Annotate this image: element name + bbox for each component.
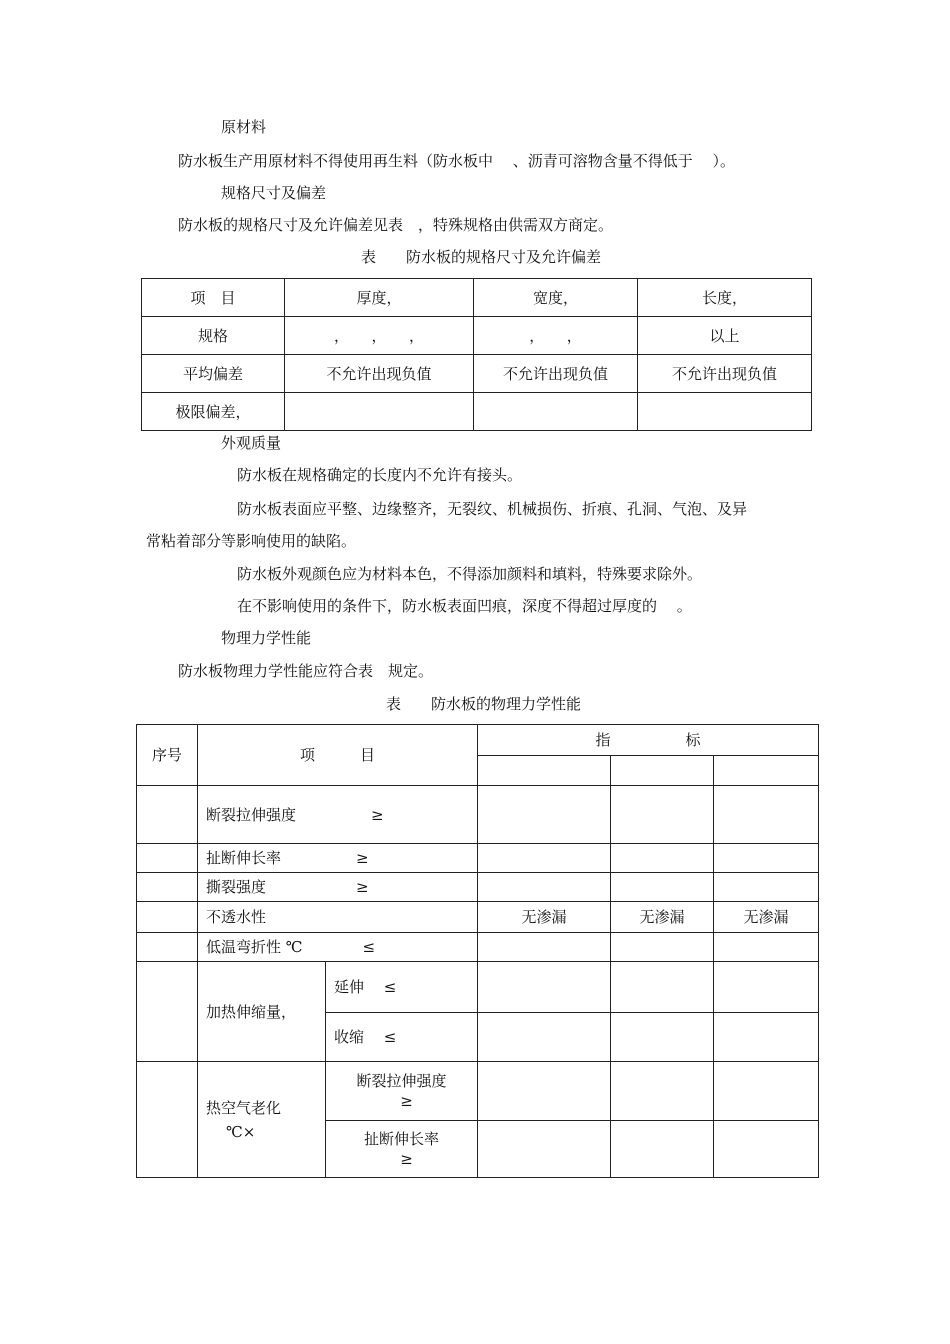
appearance-item: 常粘着部分等影响使用的缺陷。 [146, 532, 357, 550]
aging-condition: ℃× [226, 1122, 256, 1141]
spec-table [141, 278, 812, 431]
table2-header-seq: 序号 [137, 725, 198, 786]
table2-cell [611, 756, 714, 786]
table1-header-width: 宽度， [474, 279, 638, 317]
table2-cell [478, 786, 611, 844]
table1-caption: 表 防水板的规格尺寸及允许偏差 [361, 248, 602, 266]
table2-cell [611, 962, 714, 1013]
table2-cell [714, 844, 819, 873]
table2-cell [137, 902, 198, 933]
table2-cell [478, 844, 611, 873]
table2-cell [714, 933, 819, 962]
table2-cell [611, 1121, 714, 1178]
table2-cell [478, 1062, 611, 1121]
table2-row-elongation: 扯断伸长率 ≥ [198, 844, 478, 873]
table2-cell [478, 933, 611, 962]
table2-cell [478, 873, 611, 902]
appearance-item: 防水板在规格确定的长度内不允许有接头。 [237, 466, 523, 484]
table1-cell: ， ， [474, 317, 638, 355]
table1-cell: 规格 [142, 317, 285, 355]
table2-cell [611, 844, 714, 873]
table2-row-heat-shrink: 加热伸缩量， [198, 962, 326, 1062]
table1-header-thickness: 厚度， [285, 279, 474, 317]
spec-heading: 规格尺寸及偏差 [221, 184, 327, 202]
table2-cell [478, 962, 611, 1013]
table2-row-aging [198, 1062, 326, 1178]
table1-cell: 不允许出现负值 [638, 355, 812, 393]
table2-cell [478, 1013, 611, 1062]
table2-cell [611, 1062, 714, 1121]
appearance-heading: 外观质量 [221, 434, 282, 452]
table2-row-tear: 撕裂强度 ≥ [198, 873, 478, 902]
table2-row-tensile: 断裂拉伸强度 ≥ [198, 786, 478, 844]
table2-header-item: 项 目 [198, 725, 478, 786]
table1-cell [638, 393, 812, 431]
table1-header-length: 长度， [638, 279, 812, 317]
table1-cell [285, 393, 474, 431]
table1-cell [474, 393, 638, 431]
table2-cell [714, 1013, 819, 1062]
table1-cell: 以上 [638, 317, 812, 355]
table2-cell [137, 933, 198, 962]
table2-cell [611, 873, 714, 902]
table2-cell [611, 1013, 714, 1062]
table2-cell [137, 1062, 198, 1178]
table2-row-aging-tensile [326, 1062, 478, 1121]
table2-cell [137, 786, 198, 844]
table2-cell [137, 962, 198, 1062]
table2-cell [714, 962, 819, 1013]
table1-cell: 平均偏差 [142, 355, 285, 393]
aging-tensile-label: 断裂拉伸强度 [356, 1072, 447, 1090]
raw-material-text: 防水板生产用原材料不得使用再生料（防水板中 、沥青可溶物含量不得低于 ）。 [178, 152, 736, 170]
aging-tensile-sign: ≥ [400, 1092, 413, 1110]
table2-row-aging-elongation [326, 1121, 478, 1178]
table2-cell [611, 786, 714, 844]
table2-cell: 无渗漏 [611, 902, 714, 933]
table2-row-shrink: 收缩 ≤ [326, 1013, 478, 1062]
table2-cell: 无渗漏 [714, 902, 819, 933]
appearance-item: 在不影响使用的条件下，防水板表面凹痕，深度不得超过厚度的 。 [237, 597, 692, 615]
table2-cell [714, 786, 819, 844]
table2-cell [714, 1121, 819, 1178]
aging-elongation-label: 扯断伸长率 [364, 1130, 440, 1148]
table1-cell: 不允许出现负值 [474, 355, 638, 393]
table2-cell [478, 1121, 611, 1178]
appearance-item: 防水板表面应平整、边缘整齐，无裂纹、机械损伤、折痕、孔洞、气泡、及异 [237, 500, 748, 518]
table2-cell: 无渗漏 [478, 902, 611, 933]
table2-cell [137, 873, 198, 902]
table2-cell [714, 756, 819, 786]
table2-cell [714, 1062, 819, 1121]
raw-material-heading: 原材料 [221, 118, 267, 136]
table1-cell: 不允许出现负值 [285, 355, 474, 393]
table2-cell [137, 844, 198, 873]
table2-caption: 表 防水板的物理力学性能 [386, 695, 582, 713]
appearance-item: 防水板外观颜色应为材料本色，不得添加颜料和填料，特殊要求除外。 [237, 565, 703, 583]
table2-cell [478, 756, 611, 786]
table2-row-impermeability: 不透水性 [198, 902, 478, 933]
table2-cell [714, 873, 819, 902]
table1-header-item: 项 目 [142, 279, 285, 317]
spec-text: 防水板的规格尺寸及允许偏差见表 ，特殊规格由供需双方商定。 [178, 216, 614, 234]
table2-row-low-temp: 低温弯折性 ℃ ≤ [198, 933, 478, 962]
table2-cell [611, 933, 714, 962]
physical-table [136, 724, 819, 1178]
table2-header-index: 指 标 [478, 725, 819, 756]
aging-label: 热空气老化 [206, 1098, 282, 1117]
table1-cell: ， ， ， [285, 317, 474, 355]
physical-text: 防水板物理力学性能应符合表 规定。 [178, 662, 434, 680]
table2-row-extend: 延伸 ≤ [326, 962, 478, 1013]
physical-heading: 物理力学性能 [221, 629, 312, 647]
aging-elongation-sign: ≥ [400, 1150, 413, 1168]
table1-cell: 极限偏差， [142, 393, 285, 431]
